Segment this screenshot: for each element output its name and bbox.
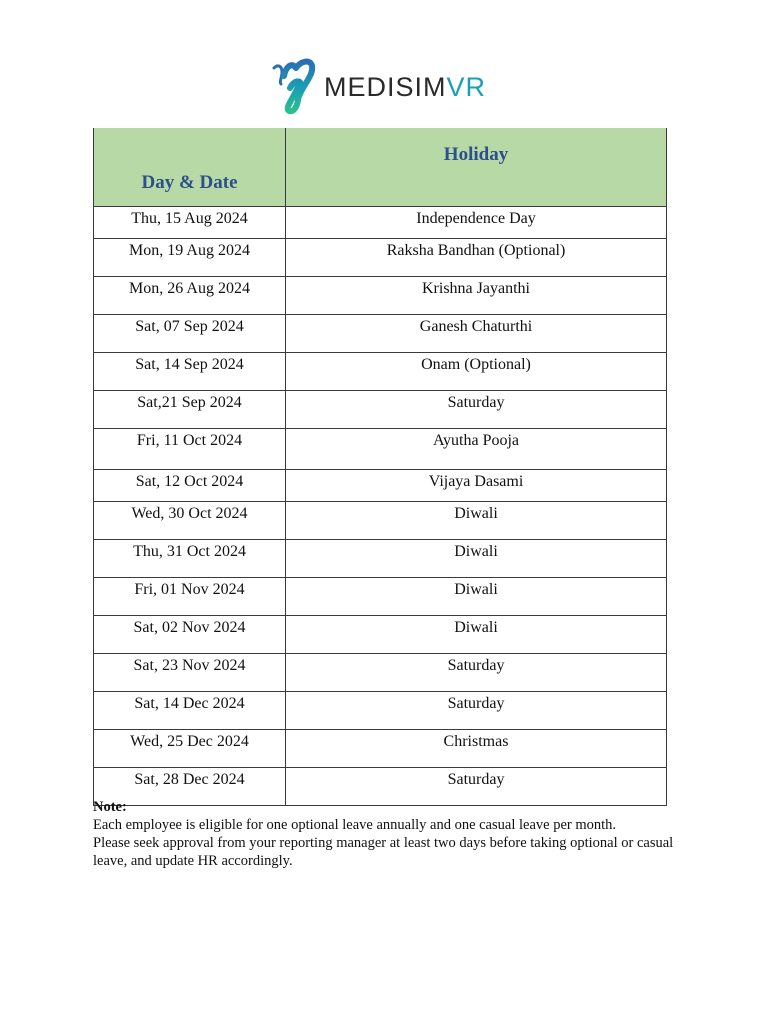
table-row xyxy=(94,470,667,502)
date-cell: Sat, 28 Dec 2024 xyxy=(94,768,286,806)
note-title: Note: xyxy=(93,799,127,815)
holiday-cell: Saturday xyxy=(286,654,667,692)
holiday-cell: Diwali xyxy=(286,578,667,616)
brand-main-text: MEDISIM xyxy=(324,71,447,102)
holiday-cell: Saturday xyxy=(286,391,667,429)
note-line-1: Each employee is eligible for one optional leave annually and one casual leave per month. xyxy=(93,817,617,833)
holiday-table xyxy=(93,128,667,806)
brand-suffix-text: VR xyxy=(446,71,487,102)
date-cell: Mon, 26 Aug 2024 xyxy=(94,277,286,315)
table-row xyxy=(94,730,667,768)
table-row xyxy=(94,692,667,730)
holiday-cell: Ganesh Chaturthi xyxy=(286,315,667,353)
date-cell: Sat, 12 Oct 2024 xyxy=(94,470,286,502)
date-cell: Sat,21 Sep 2024 xyxy=(94,391,286,429)
table-row xyxy=(94,353,667,391)
holiday-cell: Ayutha Pooja xyxy=(286,429,667,470)
holiday-cell: Christmas xyxy=(286,730,667,768)
date-cell: Fri, 01 Nov 2024 xyxy=(94,578,286,616)
table-row xyxy=(94,429,667,470)
table-row xyxy=(94,315,667,353)
header-holiday: Holiday xyxy=(286,128,667,207)
date-cell: Thu, 31 Oct 2024 xyxy=(94,540,286,578)
date-cell: Sat, 07 Sep 2024 xyxy=(94,315,286,353)
date-cell: Sat, 02 Nov 2024 xyxy=(94,616,286,654)
date-cell: Sat, 23 Nov 2024 xyxy=(94,654,286,692)
holiday-cell: Saturday xyxy=(286,692,667,730)
table-row xyxy=(94,277,667,315)
table-row xyxy=(94,391,667,429)
company-logo xyxy=(270,58,500,116)
table-row xyxy=(94,578,667,616)
table-row xyxy=(94,540,667,578)
date-cell: Thu, 15 Aug 2024 xyxy=(94,207,286,239)
holiday-cell: Raksha Bandhan (Optional) xyxy=(286,239,667,277)
header-day-date: Day & Date xyxy=(94,128,286,207)
table-row xyxy=(94,654,667,692)
table-row xyxy=(94,502,667,540)
holiday-cell: Vijaya Dasami xyxy=(286,470,667,502)
date-cell: Fri, 11 Oct 2024 xyxy=(94,429,286,470)
holiday-cell: Saturday xyxy=(286,768,667,806)
date-cell: Sat, 14 Sep 2024 xyxy=(94,353,286,391)
table-row xyxy=(94,616,667,654)
holiday-cell: Independence Day xyxy=(286,207,667,239)
note-line-2: Please seek approval from your reporting manager at least two days before taking optional or casual leave, and update HR accordingly. xyxy=(93,835,674,869)
holiday-cell: Onam (Optional) xyxy=(286,353,667,391)
table-header-row xyxy=(94,128,667,207)
table-row xyxy=(94,207,667,239)
leave-policy-note xyxy=(93,798,693,870)
holiday-cell: Diwali xyxy=(286,616,667,654)
date-cell: Mon, 19 Aug 2024 xyxy=(94,239,286,277)
holiday-cell: Diwali xyxy=(286,502,667,540)
holiday-cell: Diwali xyxy=(286,540,667,578)
table-row xyxy=(94,239,667,277)
date-cell: Wed, 30 Oct 2024 xyxy=(94,502,286,540)
holiday-cell: Krishna Jayanthi xyxy=(286,277,667,315)
medisim-swoosh-icon xyxy=(270,58,318,116)
date-cell: Sat, 14 Dec 2024 xyxy=(94,692,286,730)
date-cell: Wed, 25 Dec 2024 xyxy=(94,730,286,768)
brand-name xyxy=(324,71,487,102)
